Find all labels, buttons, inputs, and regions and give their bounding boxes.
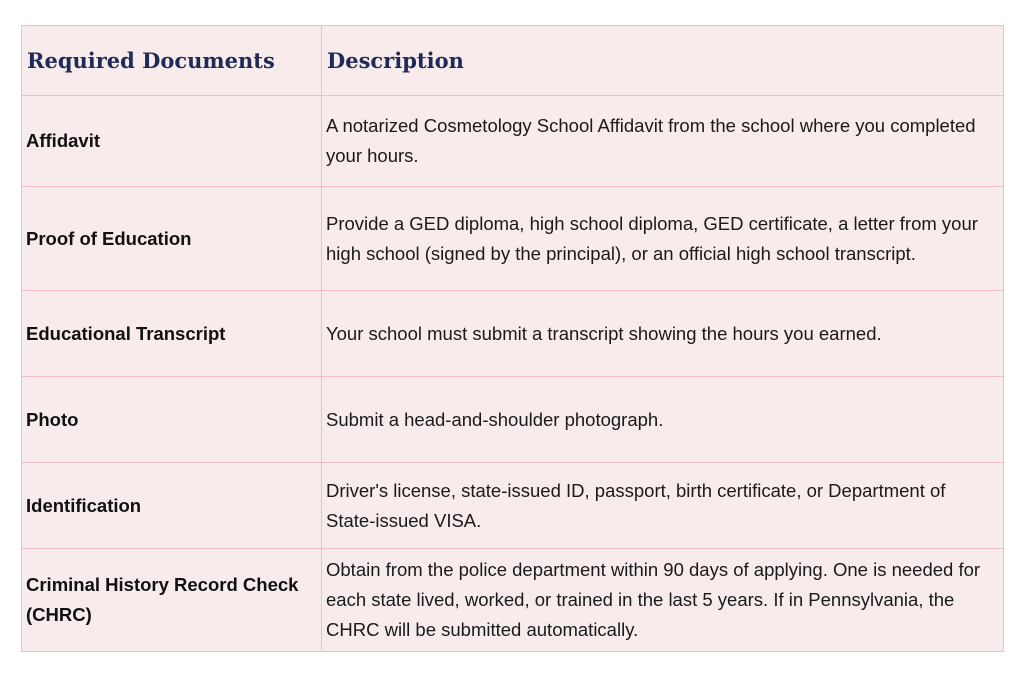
required-documents-table-container [21,25,1003,652]
document-description-cell: Obtain from the police department within 90 days of applying. One is needed for each state lived, worked, or trained in the last 5 years. If in Pennsylvania, the CHRC will be submitted automatically. [322,549,1004,652]
required-documents-table [21,25,1004,652]
table-row [22,463,1004,549]
document-name-cell: Affidavit [22,96,322,187]
column-header-description: Description [322,26,1004,96]
document-description-cell: Your school must submit a transcript showing the hours you earned. [322,291,1004,377]
column-header-required-documents: Required Documents [22,26,322,96]
table-row [22,291,1004,377]
document-name-cell: Criminal History Record Check (CHRC) [22,549,322,652]
document-name-cell: Proof of Education [22,187,322,291]
document-description-cell: Driver's license, state-issued ID, passport, birth certificate, or Department of State-issued VISA. [322,463,1004,549]
table-header-row [22,26,1004,96]
table-row [22,549,1004,652]
document-name-cell: Identification [22,463,322,549]
document-description-cell: Submit a head-and-shoulder photograph. [322,377,1004,463]
document-description-cell: A notarized Cosmetology School Affidavit from the school where you completed your hours. [322,96,1004,187]
table-row [22,377,1004,463]
document-description-cell: Provide a GED diploma, high school diploma, GED certificate, a letter from your high school (signed by the principal), or an official high school transcript. [322,187,1004,291]
document-name-cell: Educational Transcript [22,291,322,377]
document-name-cell: Photo [22,377,322,463]
table-row [22,96,1004,187]
table-row [22,187,1004,291]
